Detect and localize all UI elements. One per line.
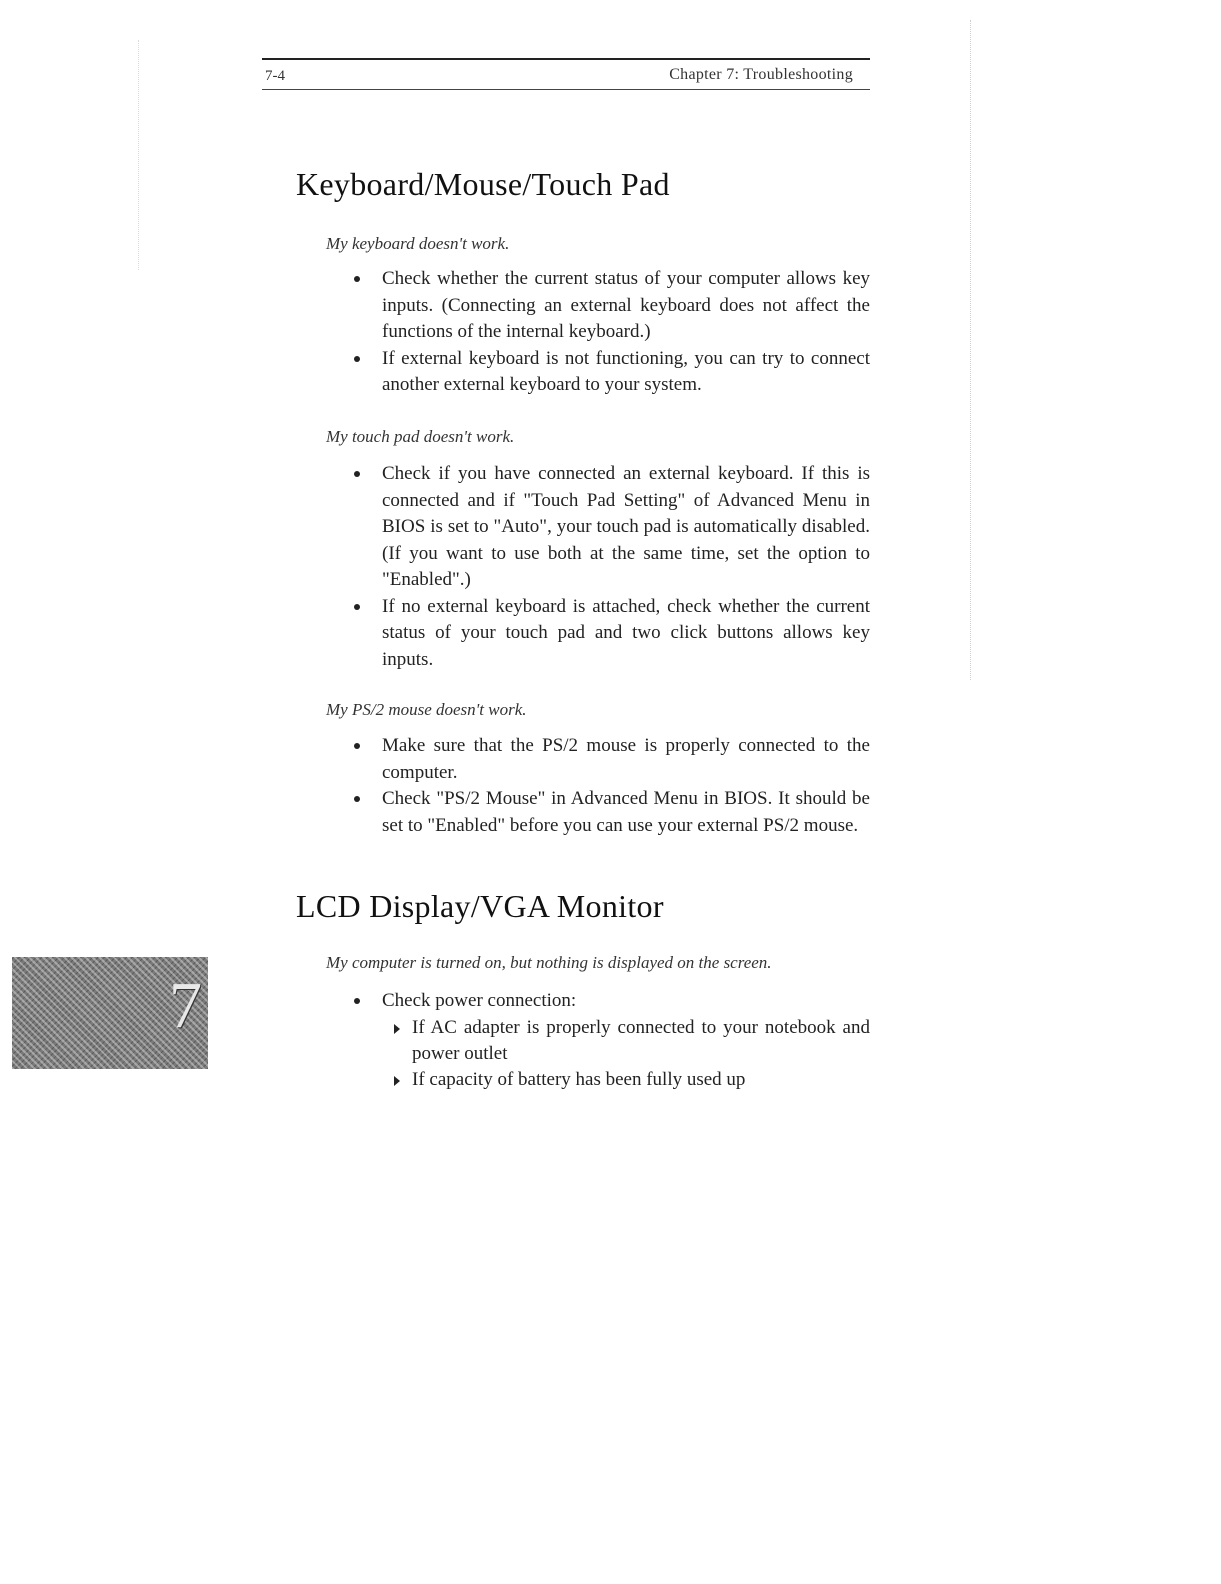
margin-dotted-line-left: [138, 40, 139, 270]
chapter-tab-number: 7: [169, 969, 202, 1042]
chapter-tab: [12, 957, 208, 1069]
bullet-icon: [354, 356, 360, 362]
bullet-list-no-display: [352, 988, 870, 1093]
header-rule-bottom: [262, 89, 870, 90]
list-item-text: Make sure that the PS/2 mouse is properly connected to the computer.: [382, 735, 870, 783]
section-heading-keyboard-mouse-touchpad: Keyboard/Mouse/Touch Pad: [296, 166, 670, 202]
bullet-list-touch-pad: [352, 461, 870, 673]
bullet-icon: [354, 743, 360, 749]
list-item: [352, 346, 870, 399]
list-item: [352, 594, 870, 674]
bullet-icon: [354, 471, 360, 477]
sub-list-item-text: If capacity of battery has been fully used up: [412, 1068, 746, 1090]
triangle-bullet-icon: [394, 1076, 400, 1086]
bullet-icon: [354, 604, 360, 610]
list-item-text: Check whether the current status of your computer allows key inputs. (Connecting an external keyboard does not affect the functions of the internal keyboard.): [382, 268, 870, 342]
list-item-text: Check "PS/2 Mouse" in Advanced Menu in BIOS. It should be set to "Enabled" before you can use your external PS/2 mouse.: [382, 788, 870, 836]
sub-list: [382, 1015, 870, 1093]
sub-list-item-text: If AC adapter is properly connected to your notebook and power outlet: [412, 1016, 870, 1064]
sub-list-item: [382, 1067, 870, 1093]
list-item: [352, 988, 870, 1093]
section-heading-lcd-display-vga-monitor: LCD Display/VGA Monitor: [296, 888, 664, 924]
header-rule-top: [262, 58, 870, 60]
list-item: [352, 461, 870, 594]
list-item-text: Check power connection:: [382, 990, 577, 1011]
margin-dotted-line-right: [970, 20, 971, 680]
question-keyboard: My keyboard doesn't work.: [326, 234, 510, 253]
list-item-text: Check if you have connected an external keyboard. If this is connected and if "Touch Pad Setting" of Advanced Menu in BIOS is set to "Auto", your touch pad is automatically disabled. (If you want to use both at the same time, set the option to "Enabled".): [382, 463, 870, 590]
bullet-icon: [354, 796, 360, 802]
list-item-text: If no external keyboard is attached, check whether the current status of your touch pad and two click buttons allows key inputs.: [382, 595, 870, 670]
sub-list-item: [382, 1015, 870, 1067]
list-item: [352, 786, 870, 839]
list-item: [352, 266, 870, 346]
question-no-display: My computer is turned on, but nothing is displayed on the screen.: [326, 953, 772, 972]
list-item: [352, 733, 870, 786]
bullet-icon: [354, 998, 360, 1004]
bullet-icon: [354, 276, 360, 282]
question-ps2-mouse: My PS/2 mouse doesn't work.: [326, 700, 527, 719]
list-item-text: If external keyboard is not functioning, you can try to connect another external keyboard to your system.: [382, 347, 870, 395]
triangle-bullet-icon: [394, 1024, 400, 1034]
bullet-list-ps2-mouse: [352, 733, 870, 839]
bullet-list-keyboard: [352, 266, 870, 399]
running-header-chapter-title: Chapter 7: Troubleshooting: [669, 66, 853, 83]
question-touch-pad: My touch pad doesn't work.: [326, 427, 515, 446]
page-number: 7-4: [265, 68, 285, 84]
